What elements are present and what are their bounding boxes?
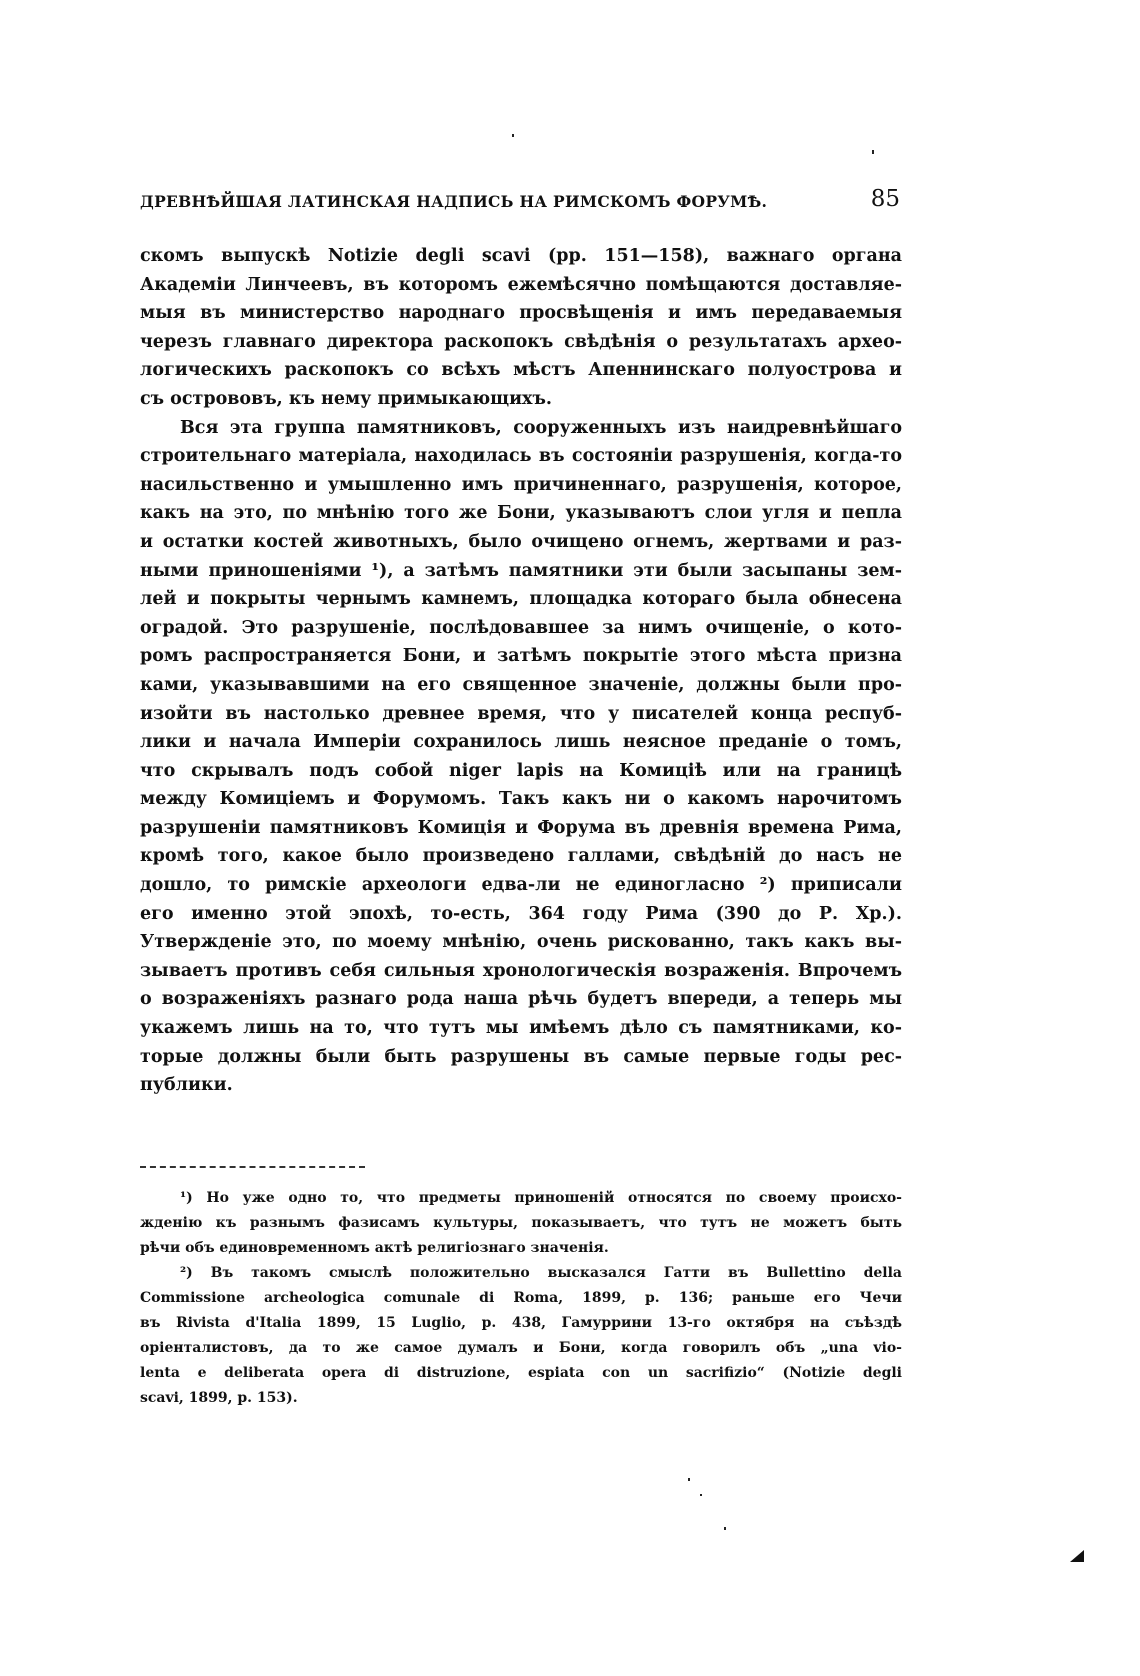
body-line: его именно этой эпохѣ, то-есть, 364 году Рима (390 до Р. Хр.). <box>140 903 902 924</box>
running-head: ДРЕВНѢЙШАЯ ЛАТИНСКАЯ НАДПИСЬ НА РИМСКОМЪ ФОРУМѢ. <box>140 192 768 211</box>
body-line: логическихъ раскопокъ со всѣхъ мѣстъ Апеннинскаго полуострова и <box>140 360 902 381</box>
footnote-line: lenta e deliberata opera di distruzione, espiata con un sacrifizio“ (Notizie degli <box>140 1365 902 1381</box>
page-header <box>140 186 900 216</box>
footnote-line: въ Rivista d'Italia 1899, 15 Luglio, p. 438, Гамуррини 13-го октября на съѣздѣ <box>140 1315 902 1331</box>
print-speck <box>872 150 874 154</box>
print-speck <box>700 1494 702 1496</box>
body-line: зываетъ противъ себя сильныя хронологическія возраженія. Впрочемъ <box>140 960 902 981</box>
print-speck <box>688 1478 690 1481</box>
footnote-line: ²) Въ такомъ смыслѣ положительно высказался Гатти въ Bullettino della <box>180 1265 902 1281</box>
print-mark <box>1070 1550 1084 1562</box>
body-line: Академіи Линчеевъ, въ которомъ ежемѣсячно помѣщаются доставляе- <box>140 274 902 295</box>
body-line: торые должны были быть разрушены въ самые первые годы рес- <box>140 1046 902 1067</box>
body-line: что скрывалъ подъ собой niger lapis на Комиціѣ или на границѣ <box>140 760 902 781</box>
body-line: кромѣ того, какое было произведено галлами, свѣдѣній до насъ не <box>140 846 902 867</box>
body-line: ными приношеніями ¹), а затѣмъ памятники эти были засыпаны зем- <box>140 560 902 581</box>
body-line: строительнаго матеріала, находилась въ состояніи разрушенія, когда-то <box>140 446 902 467</box>
body-line: публики. <box>140 1075 233 1096</box>
body-line: мыя въ министерство народнаго просвѣщенія и имъ передаваемыя <box>140 303 902 324</box>
body-line: дошло, то римскіе археологи едва-ли не единогласно ²) приписали <box>140 875 902 896</box>
footnote-line: оріенталистовъ, да то же самое думалъ и Бони, когда говорилъ объ „una vio- <box>140 1340 902 1356</box>
print-speck <box>724 1527 726 1530</box>
footnote-line: Commissione archeologica comunale di Roma, 1899, p. 136; раньше его Чечи <box>140 1290 902 1306</box>
footnote-line: жденію къ разнымъ фазисамъ культуры, показываетъ, что тутъ не можетъ быть <box>140 1215 902 1231</box>
body-line: между Комиціемъ и Форумомъ. Такъ какъ ни о какомъ нарочитомъ <box>140 789 902 810</box>
body-line: разрушеніи памятниковъ Комиція и Форума въ древнія времена Рима, <box>140 817 902 838</box>
body-line: какъ на это, по мнѣнію того же Бони, указываютъ слои угля и пепла <box>140 503 902 524</box>
body-line: укажемъ лишь на то, что тутъ мы имѣемъ дѣло съ памятниками, ко- <box>140 1018 902 1039</box>
body-line: черезъ главнаго директора раскопокъ свѣдѣнія о результатахъ архео- <box>140 331 902 352</box>
body-line: и остатки костей животныхъ, было очищено огнемъ, жертвами и раз- <box>140 531 902 552</box>
body-line: ромъ распространяется Бони, и затѣмъ покрытіе этого мѣста призна <box>140 646 902 667</box>
page-number: 85 <box>870 186 900 212</box>
footnotes <box>140 1186 902 1411</box>
body-line: оградой. Это разрушеніе, послѣдовавшее за нимъ очищеніе, о кото- <box>140 617 902 638</box>
body-line: лей и покрыты чернымъ камнемъ, площадка котораго была обнесена <box>140 589 902 610</box>
print-speck <box>512 134 514 137</box>
body-line: лики и начала Имперіи сохранилось лишь неясное преданіе о томъ, <box>140 732 902 753</box>
body-line: съ острововъ, къ нему примыкающихъ. <box>140 388 553 409</box>
body-line: скомъ выпускѣ Notizie degli scavi (pp. 151—158), важнаго органа <box>140 246 902 266</box>
body-line: Вся эта группа памятниковъ, сооруженныхъ изъ наидревнѣйшаго <box>180 417 902 438</box>
footnote-line: рѣчи объ единовременномъ актѣ религіознаго значенія. <box>140 1240 609 1256</box>
body-line: ками, указывавшими на его священное значеніе, должны были про- <box>140 674 902 695</box>
body-line: о возраженіяхъ разнаго рода наша рѣчь будетъ впереди, а теперь мы <box>140 989 902 1010</box>
footnote-separator <box>140 1166 365 1168</box>
body-line: Утвержденіе это, по моему мнѣнію, очень рискованно, такъ какъ вы- <box>140 932 902 953</box>
footnote-line: ¹) Но уже одно то, что предметы приношеній относятся по своему происхо- <box>180 1190 902 1206</box>
footnote-line: scavi, 1899, p. 153). <box>140 1390 298 1406</box>
body-line: насильственно и умышленно имъ причиненнаго, разрушенія, которое, <box>140 474 902 495</box>
body-line: изойти въ настолько древнее время, что у писателей конца респуб- <box>140 703 902 724</box>
body-text <box>140 242 902 1100</box>
